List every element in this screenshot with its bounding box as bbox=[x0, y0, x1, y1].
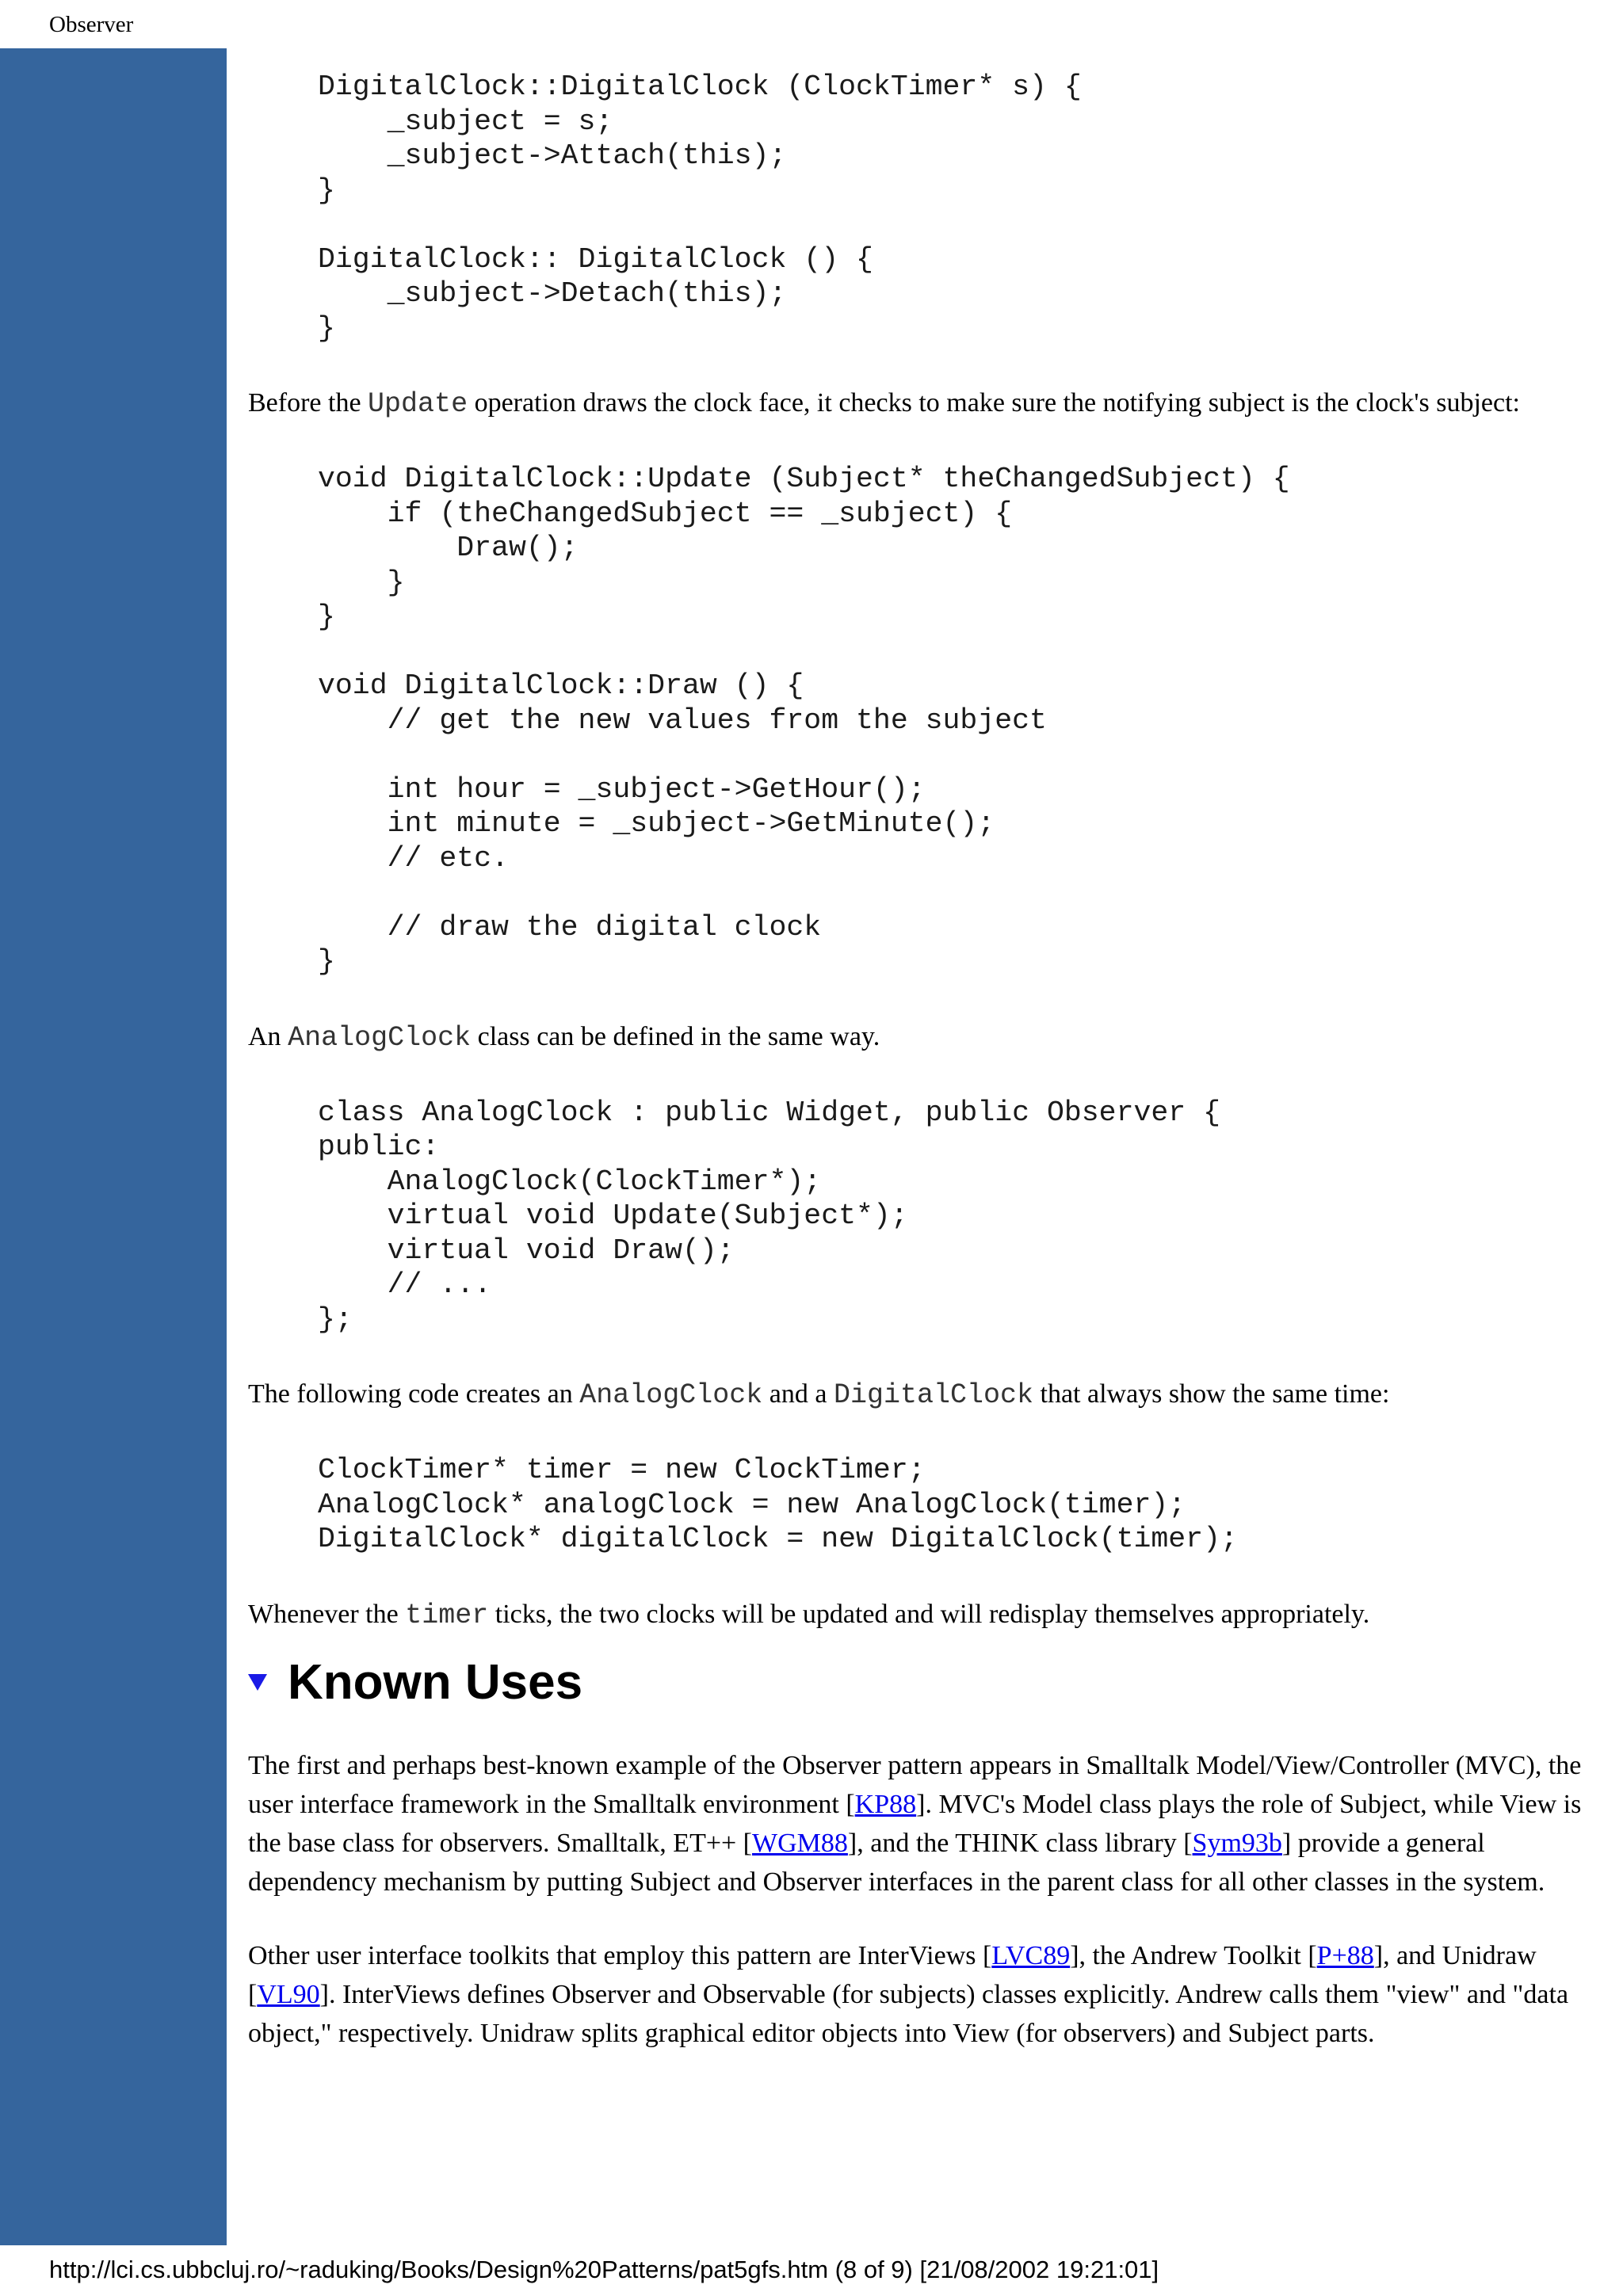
citation-link-vl90[interactable]: VL90 bbox=[257, 1979, 320, 2009]
code-block-instantiation: ClockTimer* timer = new ClockTimer; AnalogClock* analogClock = new AnalogClock(timer); DigitalClock* digitalClock = new DigitalClock(timer); bbox=[318, 1454, 1238, 1555]
inline-code-analogclock: AnalogClock bbox=[288, 1021, 472, 1054]
section-heading-text: Known Uses bbox=[288, 1654, 583, 1710]
citation-link-p88[interactable]: P+88 bbox=[1316, 1940, 1374, 1970]
paragraph-create-clocks: The following code creates an AnalogClock and a DigitalClock that always show the same time: bbox=[248, 1379, 1390, 1411]
paragraph-known-uses-2: Other user interface toolkits that employ this pattern are InterViews [LVC89], the Andrew Toolkit [P+88], and Unidraw [VL90]. InterViews defines Observer and Observable (for subjects) classes explicitly. Andrew calls them "view" and "data object," respectively. Unidraw splits graphical editor objects into View (for observers) and Subject parts. bbox=[248, 1940, 1569, 2048]
paragraph-known-uses-1: The first and perhaps best-known example of the Observer pattern appears in Smalltalk Model/View/Controller (MVC), the user interface framework in the Smalltalk environment [KP88]. MVC's Model class plays the role of Subject, while View is the base class for observers. Smalltalk, ET++ [WGM88], and the THINK class library [Sym93b] provide a general dependency mechanism by putting Subject and Observer interfaces in the parent class for all other classes in the system. bbox=[248, 1750, 1582, 1897]
code-block-update-draw: void DigitalClock::Update (Subject* theChangedSubject) { if (theChangedSubject == _subject) { Draw(); } } void DigitalClock::Draw () { // get the new values from the subject int hour = _subject->GetHour(); int minute = _subject->GetMinute(); // etc. // draw the digital clock } bbox=[318, 463, 1290, 978]
citation-link-wgm88[interactable]: WGM88 bbox=[752, 1828, 848, 1858]
inline-code-digitalclock: DigitalClock bbox=[833, 1379, 1033, 1411]
page-footer-url: http://lci.cs.ubbcluj.ro/~raduking/Books/Design%20Patterns/pat5gfs.htm (8 of 9) [21/08/2002 19:21:01] bbox=[49, 2256, 1159, 2283]
paragraph-update-check: Before the Update operation draws the clock face, it checks to make sure the notifying subject is the clock's subject: bbox=[248, 388, 1521, 420]
paragraph-analog-clock: An AnalogClock class can be defined in the same way. bbox=[248, 1021, 880, 1054]
triangle-down-icon bbox=[248, 1674, 267, 1691]
citation-link-sym93b[interactable]: Sym93b bbox=[1192, 1828, 1282, 1858]
section-heading-known-uses bbox=[248, 1651, 1603, 1714]
citation-link-lvc89[interactable]: LVC89 bbox=[991, 1940, 1071, 1970]
inline-code-analogclock-2: AnalogClock bbox=[579, 1379, 763, 1411]
paragraph-timer-ticks: Whenever the timer ticks, the two clocks will be updated and will redisplay themselves appropriately. bbox=[248, 1599, 1370, 1631]
main-content bbox=[248, 70, 1603, 2053]
code-block-analogclock-class: class AnalogClock : public Widget, public Observer { public: AnalogClock(ClockTimer*); virtual void Update(Subject*); virtual void Draw(); // ... }; bbox=[318, 1096, 1220, 1336]
inline-code-timer: timer bbox=[405, 1599, 489, 1631]
citation-link-kp88[interactable]: KP88 bbox=[854, 1789, 917, 1819]
left-sidebar-bar bbox=[0, 48, 227, 2245]
code-block-constructor: DigitalClock::DigitalClock (ClockTimer* s) { _subject = s; _subject->Attach(this); } DigitalClock:: DigitalClock () { _subject->Detach(this); } bbox=[318, 71, 1082, 345]
inline-code-update: Update bbox=[368, 388, 468, 420]
page-header-title: Observer bbox=[49, 12, 134, 37]
